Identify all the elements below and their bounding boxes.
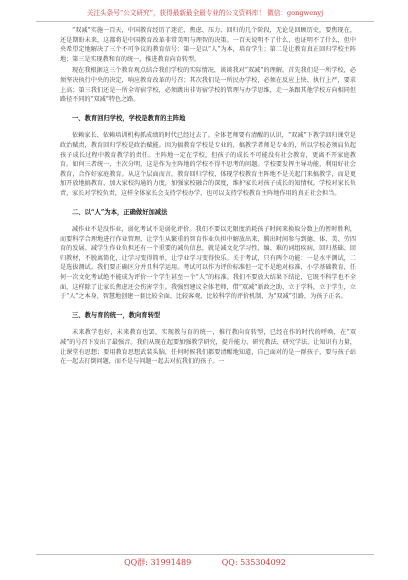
section-heading: 一、教育回归学校，学校是教育的主阵地 xyxy=(72,114,186,122)
body-paragraph: 减作业不是没作业，弱化考试不是弱化评价。我们不要以无限度消耗孩子时间来换取分数上的暂时胜利，而要科学合理地进行作业管理，让学生从繁重的智育作业负担中解放出来，腾出时间参与到德、体、美、劳四育的发展。减学生作业负担还有一个重要的减负信息，就是减文化学习性、编、难的词组疾病，回归基础、回归教材，不脱离简化，让学习变得简单，让学业学习变得快乐。关于考试，只有两个功能：一是水平测试，二是选拔测试。我们要正确区分并且科学运用。考试可以作为评价标准但一定不是绝对标准，小学基础教育，任何一次文化考试绝不能成为评价一个学生甚至一个“人”的标准。我们不要放大结果下结论，它既不科学也不全面，这样除了让家长焦虑还会伤害学生。我强烈建议全体老师，借“双减”新政之助，立于学科，立于学生，立于“人”之本身，智慧地创建一套比较全面、比较客观、比较科学的评价机制，为“双减”引路，为孩子正名。 xyxy=(60,226,356,301)
page-footer xyxy=(36,557,374,569)
page-header: 关注头条号“公文研究”，获得最新最全最专业的公文资料库！ 微信：gongwenyj xyxy=(86,9,324,17)
section-heading: 二、以“人”为本，正确做好加减法 xyxy=(72,208,168,216)
footer-divider xyxy=(36,554,374,555)
header-divider xyxy=(36,21,374,22)
body-paragraph: 未来教学也好，未来教育也罢，实现教与育的统一，推行教向育转型，已经在作的时代的呼唤，在“双减”的号召下发出了最强音。我们从现在起要加强教学研究，提升能力、研究教法、研究学法，让知识有力量，让课堂有思想；要用教育思想武装头脑，任何时候我们都要清醒地知道，自己面对的是一群孩子，要与孩子站在一起去打倒问题，而不是与问题一起去对抗我们的孩子。一 xyxy=(60,329,356,366)
body-paragraph: 现在我根据这三个教育观点结合我们学校的实际情况，谈谈我对“双减”的理解。首先我们是一所学校，必须坚决执行中央的决定，响应教育改革的号召；其次我们是一所民办学校，必须在反应上快、执行上严，要求上高；第三我们还是一所全寄宿学校，必须跳出非寄宿学校的管理与办学思维，走一条跟其他学校方向相同但路径不同的“双减”特色之路。 xyxy=(60,67,356,104)
section-heading: 三、教与育的统一，教向育转型 xyxy=(72,311,161,319)
body-paragraph: “双减”实施一百天，中国教育经历了迷茫、焦虑、压力、回归的几个阶段，无论是回顾历史，要焦现在，还是期盼未来，这都将是中国教育改革非常美明与理智的决策。一百天说明不了什么，也证明不了什么，但中央希望定地解决了三个不可争议的教育信号：第一是以“人”为本，培育学生；第二是让教育真正回归学校主阵地；第三是实现教和育的统一，推进教育向育转型。 xyxy=(60,27,356,63)
footer-qq: QQ: 535304092 xyxy=(221,558,286,567)
footer-qq-group: QQ群: 31991489 xyxy=(124,558,192,567)
document-body xyxy=(60,26,356,369)
body-paragraph: 依赖家长、依赖培训机构抓成绩的时代已经过去了。全体老师要有清醒的认识，“双减”下教学回归课堂是政治赋责，教育回归学校是政治赋能。因为搞教育学校是专业的，搞教学者师是专业的，所以学校必须肩负起孩子成长过程中教育教学的责任。主阵地一定在学校，但孩子的成长不可能没有社会教育，更离不开家庭教育。如何三者统一，主次分明，这是作为主阵地的学校不得不思考的问题。学校要发挥主导功能，利用好社会教育，合作好家庭教育。从这个层面而言，教育回归学校，体现学校教育主阵地不是关起门来搞教学，而是更加开放地搞教育，加大家校沟通的力度，加强家校融合的深度，维护家长对孩子成长的知情权。学校对家长负责，家长对学校负责，这样全体家长会支持学校办学，也可以支持学校教育主阵地作用的真正社会担当。 xyxy=(60,132,356,197)
